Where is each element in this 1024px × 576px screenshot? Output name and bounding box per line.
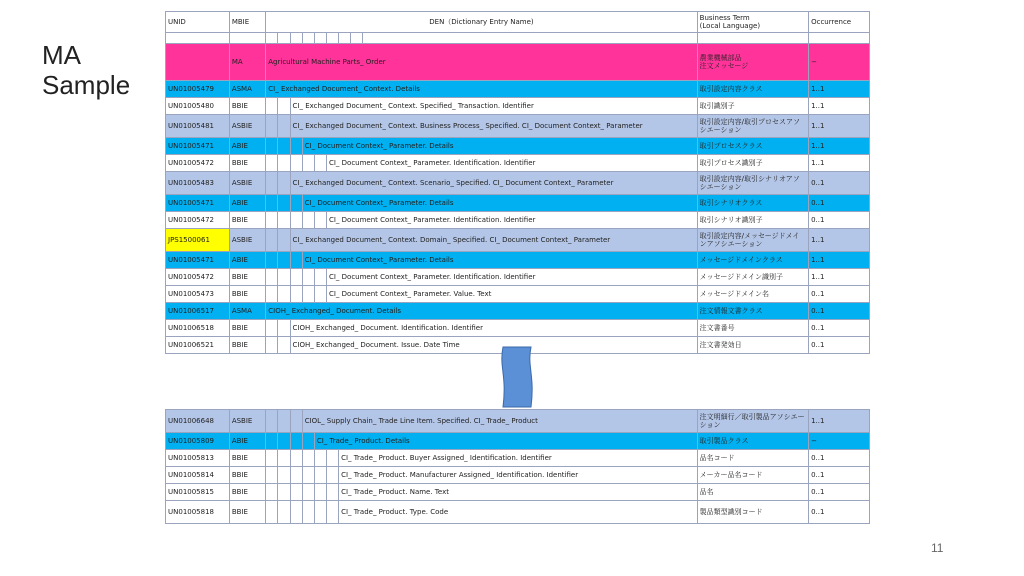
- indent-cell: [290, 138, 302, 155]
- indent-cell: [290, 155, 302, 172]
- table-row: [166, 484, 870, 501]
- cell-type: ASBIE: [229, 410, 265, 433]
- indent-cell: [266, 212, 278, 229]
- cell-business-term: メッセージドメインクラス: [697, 252, 808, 269]
- indent-cell: [278, 269, 290, 286]
- indent-cell: [278, 138, 290, 155]
- cell-type: ASBIE: [229, 172, 265, 195]
- indent-cell: [290, 450, 302, 467]
- cell-business-term: 取引設定内容クラス: [697, 81, 808, 98]
- indent-cell: [266, 320, 278, 337]
- indent-cell: [266, 484, 278, 501]
- cell-type: ABIE: [229, 433, 265, 450]
- table-header-row: [166, 12, 870, 33]
- cell-business-term: 注文書番号: [697, 320, 808, 337]
- cell-den: CIOH_ Exchanged_ Document. Details: [266, 303, 697, 320]
- indent-cell: [278, 433, 290, 450]
- cell-unid: UN01005481: [166, 115, 230, 138]
- cell-unid: UN01005814: [166, 467, 230, 484]
- connector-arrow-icon: [497, 345, 535, 410]
- cell-occurrence: 1..1: [809, 410, 870, 433]
- cell-type: ABIE: [229, 252, 265, 269]
- cell-den: CI_ Exchanged Document_ Context. Scenario_ Specified. CI_ Document Context_ Parameter: [290, 172, 697, 195]
- indent-cell: [278, 484, 290, 501]
- indent-cell: [290, 501, 302, 524]
- cell-business-term: メーカー品名コード: [697, 467, 808, 484]
- indent-cell: [278, 467, 290, 484]
- indent-cell: [266, 269, 278, 286]
- indent-cell: [302, 484, 314, 501]
- header-occurrence: Occurrence: [809, 12, 870, 33]
- cell-den: CI_ Trade_ Product. Manufacturer Assigned_ Identification. Identifier: [339, 467, 698, 484]
- cell-unid: UN01005483: [166, 172, 230, 195]
- indent-cell: [278, 286, 290, 303]
- indent-cell: [302, 433, 314, 450]
- indent-cell: [290, 433, 302, 450]
- indent-cell: [266, 410, 278, 433]
- table-row: [166, 212, 870, 229]
- cell-occurrence: 0..1: [809, 450, 870, 467]
- cell-unid: UN01006517: [166, 303, 230, 320]
- indent-cell: [266, 252, 278, 269]
- indent-cell: [314, 484, 326, 501]
- cell-business-term: メッセージドメイン名: [697, 286, 808, 303]
- indent-cell: [278, 115, 290, 138]
- indent-cell: [314, 212, 326, 229]
- cell-type: BBIE: [229, 269, 265, 286]
- cell-den: CI_ Trade_ Product. Type. Code: [339, 501, 698, 524]
- cell-unid: UN01005471: [166, 195, 230, 212]
- cell-den: CI_ Exchanged Document_ Context. Business Process_ Specified. CI_ Document Context_ Parameter: [290, 115, 697, 138]
- cell-occurrence: 0..1: [809, 286, 870, 303]
- indent-cell: [278, 337, 290, 354]
- cell-business-term: 注文明細行／取引製品アソシエーション: [697, 410, 808, 433]
- cell-den: CI_ Document Context_ Parameter. Value. Text: [326, 286, 697, 303]
- cell-business-term: メッセージドメイン識別子: [697, 269, 808, 286]
- indent-cell: [266, 286, 278, 303]
- cell-unid: UN01006648: [166, 410, 230, 433]
- cell-type: ASBIE: [229, 115, 265, 138]
- cell-unid: JPS1500061: [166, 229, 230, 252]
- cell-unid: UN01005809: [166, 433, 230, 450]
- indent-cell: [326, 484, 338, 501]
- indent-cell: [314, 467, 326, 484]
- indent-cell: [326, 501, 338, 524]
- indent-cell: [266, 229, 278, 252]
- indent-cell: [278, 155, 290, 172]
- cell-occurrence: 1..1: [809, 98, 870, 115]
- table-row: [166, 172, 870, 195]
- cell-den: CI_ Document Context_ Parameter. Identification. Identifier: [326, 155, 697, 172]
- table-row: [166, 98, 870, 115]
- cell-occurrence: 0..1: [809, 303, 870, 320]
- indent-cell: [266, 172, 278, 195]
- slide-title: [42, 40, 130, 100]
- table-row: [166, 115, 870, 138]
- cell-type: ASMA: [229, 303, 265, 320]
- indent-cell: [290, 252, 302, 269]
- indent-cell: [302, 286, 314, 303]
- cell-den: CIOH_ Exchanged_ Document. Identification. Identifier: [290, 320, 697, 337]
- indent-cell: [278, 98, 290, 115]
- indent-cell: [278, 172, 290, 195]
- ma-occurrence: −: [809, 44, 870, 81]
- indent-cell: [266, 450, 278, 467]
- indent-cell: [314, 450, 326, 467]
- cell-unid: UN01005471: [166, 252, 230, 269]
- indent-cell: [290, 212, 302, 229]
- cell-occurrence: −: [809, 433, 870, 450]
- cell-occurrence: 1..1: [809, 229, 870, 252]
- cell-type: ASBIE: [229, 229, 265, 252]
- cell-den: CIOH_ Exchanged_ Document. Issue. Date Time: [290, 337, 697, 354]
- table-row: [166, 155, 870, 172]
- cell-type: ABIE: [229, 195, 265, 212]
- slide-title-line2: Sample: [42, 70, 131, 100]
- indent-cell: [302, 212, 314, 229]
- cell-unid: UN01005473: [166, 286, 230, 303]
- cell-business-term: 取引プロセスクラス: [697, 138, 808, 155]
- cell-type: BBIE: [229, 484, 265, 501]
- cell-occurrence: 1..1: [809, 115, 870, 138]
- cell-business-term: 注文情報文書クラス: [697, 303, 808, 320]
- cell-den: CI_ Document Context_ Parameter. Details: [302, 252, 697, 269]
- indent-cell: [302, 155, 314, 172]
- indent-cell: [290, 467, 302, 484]
- ma-business-term: 農業機械部品 注文メッセージ: [697, 44, 808, 81]
- indent-cell: [278, 450, 290, 467]
- cell-occurrence: 0..1: [809, 172, 870, 195]
- cell-den: CI_ Trade_ Product. Name. Text: [339, 484, 698, 501]
- table-row: [166, 320, 870, 337]
- indent-cell: [302, 467, 314, 484]
- cell-occurrence: 1..1: [809, 81, 870, 98]
- table-row: [166, 410, 870, 433]
- table-row: [166, 81, 870, 98]
- header-unid: UNID: [166, 12, 230, 33]
- table-row: [166, 286, 870, 303]
- cell-business-term: 取引製品クラス: [697, 433, 808, 450]
- cell-unid: UN01005480: [166, 98, 230, 115]
- indent-cell: [278, 410, 290, 433]
- indent-cell: [326, 450, 338, 467]
- cell-unid: UN01005815: [166, 484, 230, 501]
- cell-den: CI_ Document Context_ Parameter. Identification. Identifier: [326, 212, 697, 229]
- cell-unid: UN01005479: [166, 81, 230, 98]
- cell-business-term: 注文書発効日: [697, 337, 808, 354]
- header-business-term: Business Term (Local Language): [697, 12, 808, 33]
- cell-occurrence: 1..1: [809, 155, 870, 172]
- indent-cell: [266, 467, 278, 484]
- cell-business-term: 取引設定内容/メッセージドメインアソシエーション: [697, 229, 808, 252]
- table-spacer-row: [166, 33, 870, 44]
- ma-den: Agricultural Machine Parts_ Order: [266, 44, 697, 81]
- table-row: [166, 229, 870, 252]
- cell-unid: UN01005472: [166, 269, 230, 286]
- indent-cell: [290, 269, 302, 286]
- indent-cell: [302, 501, 314, 524]
- indent-cell: [266, 155, 278, 172]
- cell-type: ASMA: [229, 81, 265, 98]
- table-row: [166, 303, 870, 320]
- cell-unid: UN01006518: [166, 320, 230, 337]
- cell-type: BBIE: [229, 337, 265, 354]
- indent-cell: [314, 286, 326, 303]
- table1-body: [166, 81, 870, 354]
- cell-type: BBIE: [229, 155, 265, 172]
- cell-den: CI_ Exchanged Document_ Context. Specified_ Transaction. Identifier: [290, 98, 697, 115]
- cell-type: BBIE: [229, 320, 265, 337]
- cell-type: BBIE: [229, 286, 265, 303]
- cell-occurrence: 1..1: [809, 269, 870, 286]
- indent-cell: [302, 269, 314, 286]
- cell-den: CI_ Document Context_ Parameter. Details: [302, 195, 697, 212]
- cell-unid: UN01005472: [166, 212, 230, 229]
- table-row: [166, 138, 870, 155]
- table-row: [166, 195, 870, 212]
- cell-den: CI_ Exchanged Document_ Context. Domain_ Specified. CI_ Document Context_ Parameter: [290, 229, 697, 252]
- cell-business-term: 取引シナリオクラス: [697, 195, 808, 212]
- cell-business-term: 品名: [697, 484, 808, 501]
- indent-cell: [278, 229, 290, 252]
- cell-occurrence: 0..1: [809, 320, 870, 337]
- header-mbie: MBIE: [229, 12, 265, 33]
- indent-cell: [326, 467, 338, 484]
- indent-cell: [290, 286, 302, 303]
- cell-occurrence: 0..1: [809, 195, 870, 212]
- table-row: [166, 252, 870, 269]
- cell-den: CIOL_ Supply Chain_ Trade Line Item. Specified. CI_ Trade_ Product: [302, 410, 697, 433]
- cell-den: CI_ Trade_ Product. Buyer Assigned_ Identification. Identifier: [339, 450, 698, 467]
- cell-occurrence: 0..1: [809, 501, 870, 524]
- indent-cell: [266, 337, 278, 354]
- table-row: [166, 501, 870, 524]
- page-number: 11: [931, 541, 944, 555]
- cell-unid: UN01005471: [166, 138, 230, 155]
- indent-cell: [314, 501, 326, 524]
- indent-cell: [266, 501, 278, 524]
- indent-cell: [266, 115, 278, 138]
- cell-type: BBIE: [229, 501, 265, 524]
- indent-cell: [314, 269, 326, 286]
- indent-cell: [278, 501, 290, 524]
- indent-cell: [278, 212, 290, 229]
- table-row: [166, 450, 870, 467]
- cell-den: CI_ Document Context_ Parameter. Identification. Identifier: [326, 269, 697, 286]
- cell-occurrence: 1..1: [809, 138, 870, 155]
- cell-business-term: 取引識別子: [697, 98, 808, 115]
- cell-type: ABIE: [229, 138, 265, 155]
- cell-type: BBIE: [229, 98, 265, 115]
- cell-business-term: 製品類型識別コード: [697, 501, 808, 524]
- cell-unid: UN01005472: [166, 155, 230, 172]
- cell-business-term: 取引プロセス識別子: [697, 155, 808, 172]
- cell-occurrence: 1..1: [809, 252, 870, 269]
- cell-occurrence: 0..1: [809, 212, 870, 229]
- trade-product-table: [165, 409, 870, 524]
- table2-body: [166, 410, 870, 524]
- header-den: DEN（Dictionary Entry Name): [266, 12, 697, 33]
- cell-occurrence: 0..1: [809, 467, 870, 484]
- slide-title-line1: MA: [42, 40, 81, 70]
- cell-unid: UN01006521: [166, 337, 230, 354]
- cell-business-term: 品名コード: [697, 450, 808, 467]
- indent-cell: [266, 195, 278, 212]
- cell-den: CI_ Exchanged Document_ Context. Details: [266, 81, 697, 98]
- cell-den: CI_ Document Context_ Parameter. Details: [302, 138, 697, 155]
- cell-business-term: 取引シナリオ識別子: [697, 212, 808, 229]
- cell-business-term: 取引設定内容/取引プロセスアソシエーション: [697, 115, 808, 138]
- cell-type: BBIE: [229, 467, 265, 484]
- table-row: [166, 433, 870, 450]
- cell-unid: UN01005813: [166, 450, 230, 467]
- cell-den: CI_ Trade_ Product. Details: [314, 433, 697, 450]
- cell-type: BBIE: [229, 450, 265, 467]
- indent-cell: [278, 252, 290, 269]
- indent-cell: [290, 410, 302, 433]
- cell-business-term: 取引設定内容/取引シナリオアソシエーション: [697, 172, 808, 195]
- cell-occurrence: 0..1: [809, 484, 870, 501]
- indent-cell: [302, 450, 314, 467]
- message-structure-table: [165, 11, 870, 354]
- indent-cell: [290, 484, 302, 501]
- indent-cell: [266, 98, 278, 115]
- indent-cell: [278, 195, 290, 212]
- indent-cell: [266, 433, 278, 450]
- ma-row: [166, 44, 870, 81]
- indent-cell: [290, 195, 302, 212]
- indent-cell: [278, 320, 290, 337]
- cell-occurrence: 0..1: [809, 337, 870, 354]
- table-row: [166, 269, 870, 286]
- cell-unid: UN01005818: [166, 501, 230, 524]
- ma-type: MA: [229, 44, 265, 81]
- ma-unid: [166, 44, 230, 81]
- cell-type: BBIE: [229, 212, 265, 229]
- table-row: [166, 467, 870, 484]
- indent-cell: [266, 138, 278, 155]
- indent-cell: [314, 155, 326, 172]
